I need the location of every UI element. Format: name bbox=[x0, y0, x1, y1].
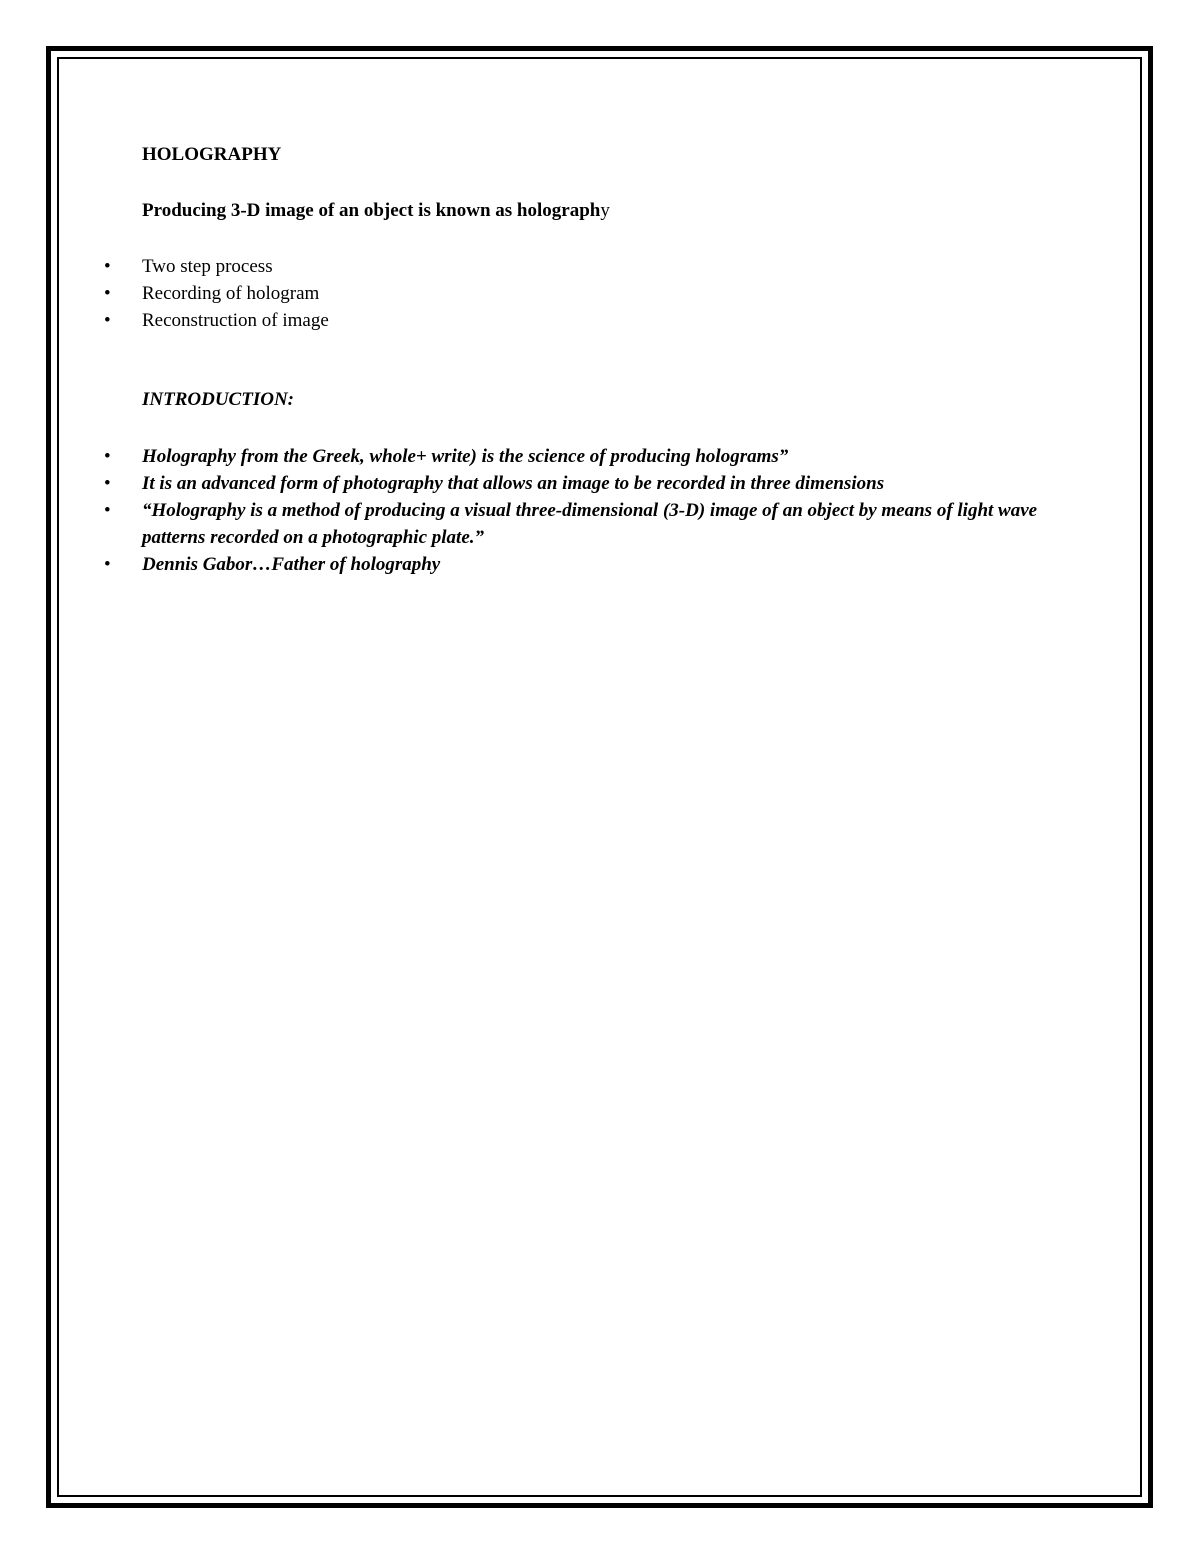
list-item-text: “Holography is a method of producing a visual three-dimensional (3-D) image of an object by means of light wave patterns recorded on a photographic plate.” bbox=[142, 500, 1038, 548]
list-item-text: Holography from the Greek, whole+ write) is the science of producing holograms” bbox=[142, 446, 789, 467]
list-item bbox=[0, 307, 1062, 334]
list-item bbox=[0, 280, 1062, 307]
list-item-text: It is an advanced form of photography that allows an image to be recorded in three dimensions bbox=[142, 473, 885, 494]
bullet-icon: • bbox=[104, 446, 111, 467]
bullet-icon: • bbox=[104, 256, 111, 277]
introduction-list bbox=[0, 443, 1062, 578]
list-item-text: Two step process bbox=[142, 256, 273, 277]
list-item bbox=[0, 497, 1062, 551]
bullet-icon: • bbox=[104, 310, 111, 331]
list-item bbox=[0, 551, 1062, 578]
section-heading-introduction: INTRODUCTION: bbox=[142, 389, 294, 410]
subtitle-tail: y bbox=[600, 200, 610, 221]
bullet-icon: • bbox=[104, 554, 111, 575]
list-item-text: Dennis Gabor…Father of holography bbox=[142, 554, 441, 575]
bullet-icon: • bbox=[104, 500, 111, 521]
bullet-icon: • bbox=[104, 283, 111, 304]
bullet-icon: • bbox=[104, 473, 111, 494]
subtitle-main: Producing 3-D image of an object is known as holograph bbox=[142, 200, 601, 221]
list-item-text: Recording of hologram bbox=[142, 283, 320, 304]
document-title: HOLOGRAPHY bbox=[142, 144, 282, 165]
list-item bbox=[0, 253, 1062, 280]
list-item-text: Reconstruction of image bbox=[142, 310, 329, 331]
list-item bbox=[0, 443, 1062, 470]
process-list bbox=[0, 253, 1062, 334]
document-subtitle bbox=[142, 200, 610, 222]
list-item bbox=[0, 470, 952, 497]
